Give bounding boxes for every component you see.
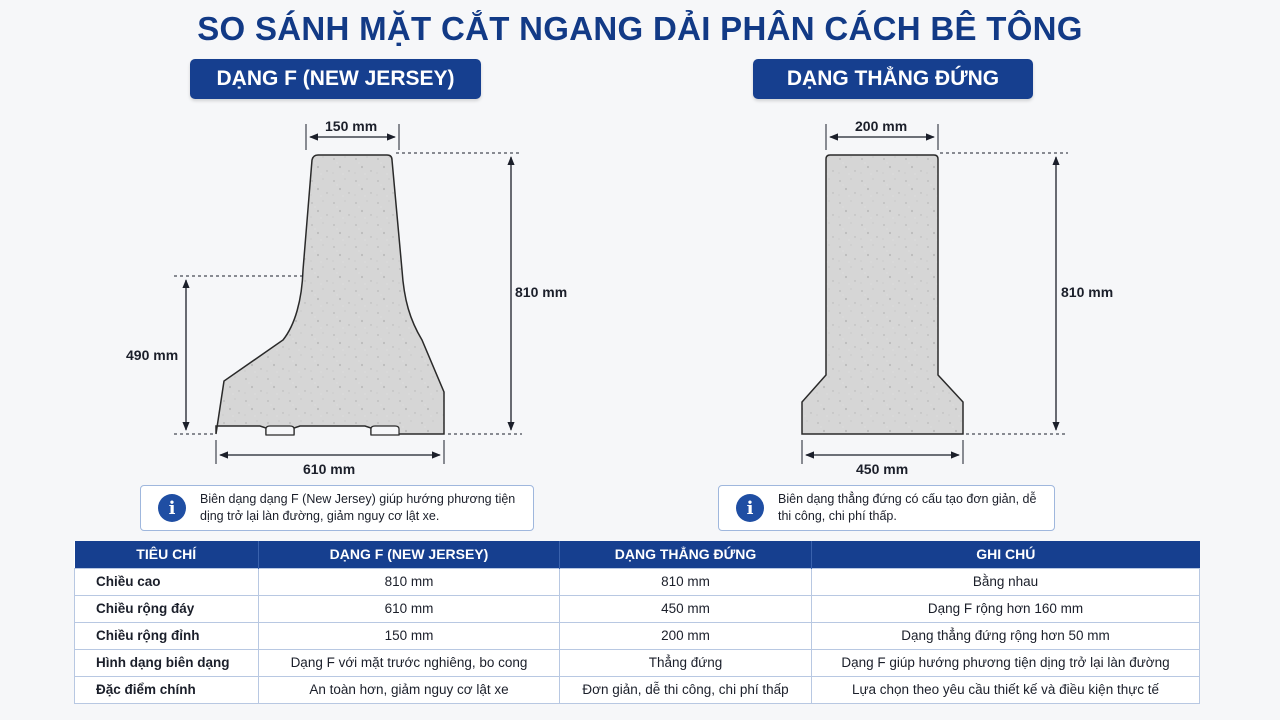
f-height-label: 810 mm: [515, 284, 568, 300]
table-row: [75, 649, 1200, 676]
f-lower-height-label: 490 mm: [126, 347, 179, 363]
table-cell: Đơn giản, dễ thi công, chi phí thấp: [560, 676, 812, 703]
table-row: [75, 595, 1200, 622]
table-row: [75, 568, 1200, 595]
table-cell: Chiều rộng đỉnh: [75, 622, 259, 649]
vertical-shape-heading: DẠNG THẲNG ĐỨNG: [753, 59, 1033, 99]
table-header-cell: DẠNG F (NEW JERSEY): [259, 541, 560, 568]
table-cell: Hình dạng biên dạng: [75, 649, 259, 676]
vertical-height-label: 810 mm: [1061, 284, 1114, 300]
table-row: [75, 622, 1200, 649]
table-cell: Thẳng đứng: [560, 649, 812, 676]
f-shape-info-text: Biên dạng dạng F (New Jersey) giúp hướng phương tiện dịng trở lại làn đường, giảm nguy cơ lật xe.: [200, 492, 516, 523]
table-cell: 810 mm: [259, 568, 560, 595]
table-cell: Dạng thẳng đứng rộng hơn 50 mm: [812, 622, 1200, 649]
table-cell: 810 mm: [560, 568, 812, 595]
vertical-shape-profile: [802, 155, 963, 434]
table-cell: Lựa chọn theo yêu cầu thiết kế và điều kiện thực tế: [812, 676, 1200, 703]
table-cell: Dạng F với mặt trước nghiêng, bo cong: [259, 649, 560, 676]
info-icon: i: [736, 494, 764, 522]
table-cell: 610 mm: [259, 595, 560, 622]
table-cell: Dạng F rộng hơn 160 mm: [812, 595, 1200, 622]
table-cell: Chiều cao: [75, 568, 259, 595]
table-header-row: [75, 541, 1200, 568]
table-cell: 450 mm: [560, 595, 812, 622]
table-header-cell: GHI CHÚ: [812, 541, 1200, 568]
page-title: SO SÁNH MẶT CẮT NGANG DẢI PHÂN CÁCH BÊ TÔNG: [197, 10, 1083, 47]
f-top-width-label: 150 mm: [322, 118, 380, 134]
table-cell: Đặc điểm chính: [75, 676, 259, 703]
table-cell: An toàn hơn, giảm nguy cơ lật xe: [259, 676, 560, 703]
f-shape-profile: [216, 155, 444, 434]
vertical-base-width-label: 450 mm: [856, 461, 909, 477]
table-cell: Bằng nhau: [812, 568, 1200, 595]
vertical-shape-info-text: Biên dạng thẳng đứng có cấu tạo đơn giản, dễ thi công, chi phí thấp.: [778, 492, 1037, 523]
vertical-shape-info-box: [718, 485, 1055, 531]
f-shape-info-box: [140, 485, 534, 531]
table-header-cell: DẠNG THẲNG ĐỨNG: [560, 541, 812, 568]
table-cell: 200 mm: [560, 622, 812, 649]
table-cell: Chiều rộng đáy: [75, 595, 259, 622]
table-cell: 150 mm: [259, 622, 560, 649]
vertical-top-width-label: 200 mm: [852, 118, 910, 134]
table-row: [75, 676, 1200, 703]
comparison-table: [74, 541, 1200, 704]
f-base-width-label: 610 mm: [303, 461, 356, 477]
f-shape-heading: DẠNG F (NEW JERSEY): [190, 59, 481, 99]
table-header-cell: TIÊU CHÍ: [75, 541, 259, 568]
info-icon: i: [158, 494, 186, 522]
table-cell: Dạng F giúp hướng phương tiện dịng trở lại làn đường: [812, 649, 1200, 676]
